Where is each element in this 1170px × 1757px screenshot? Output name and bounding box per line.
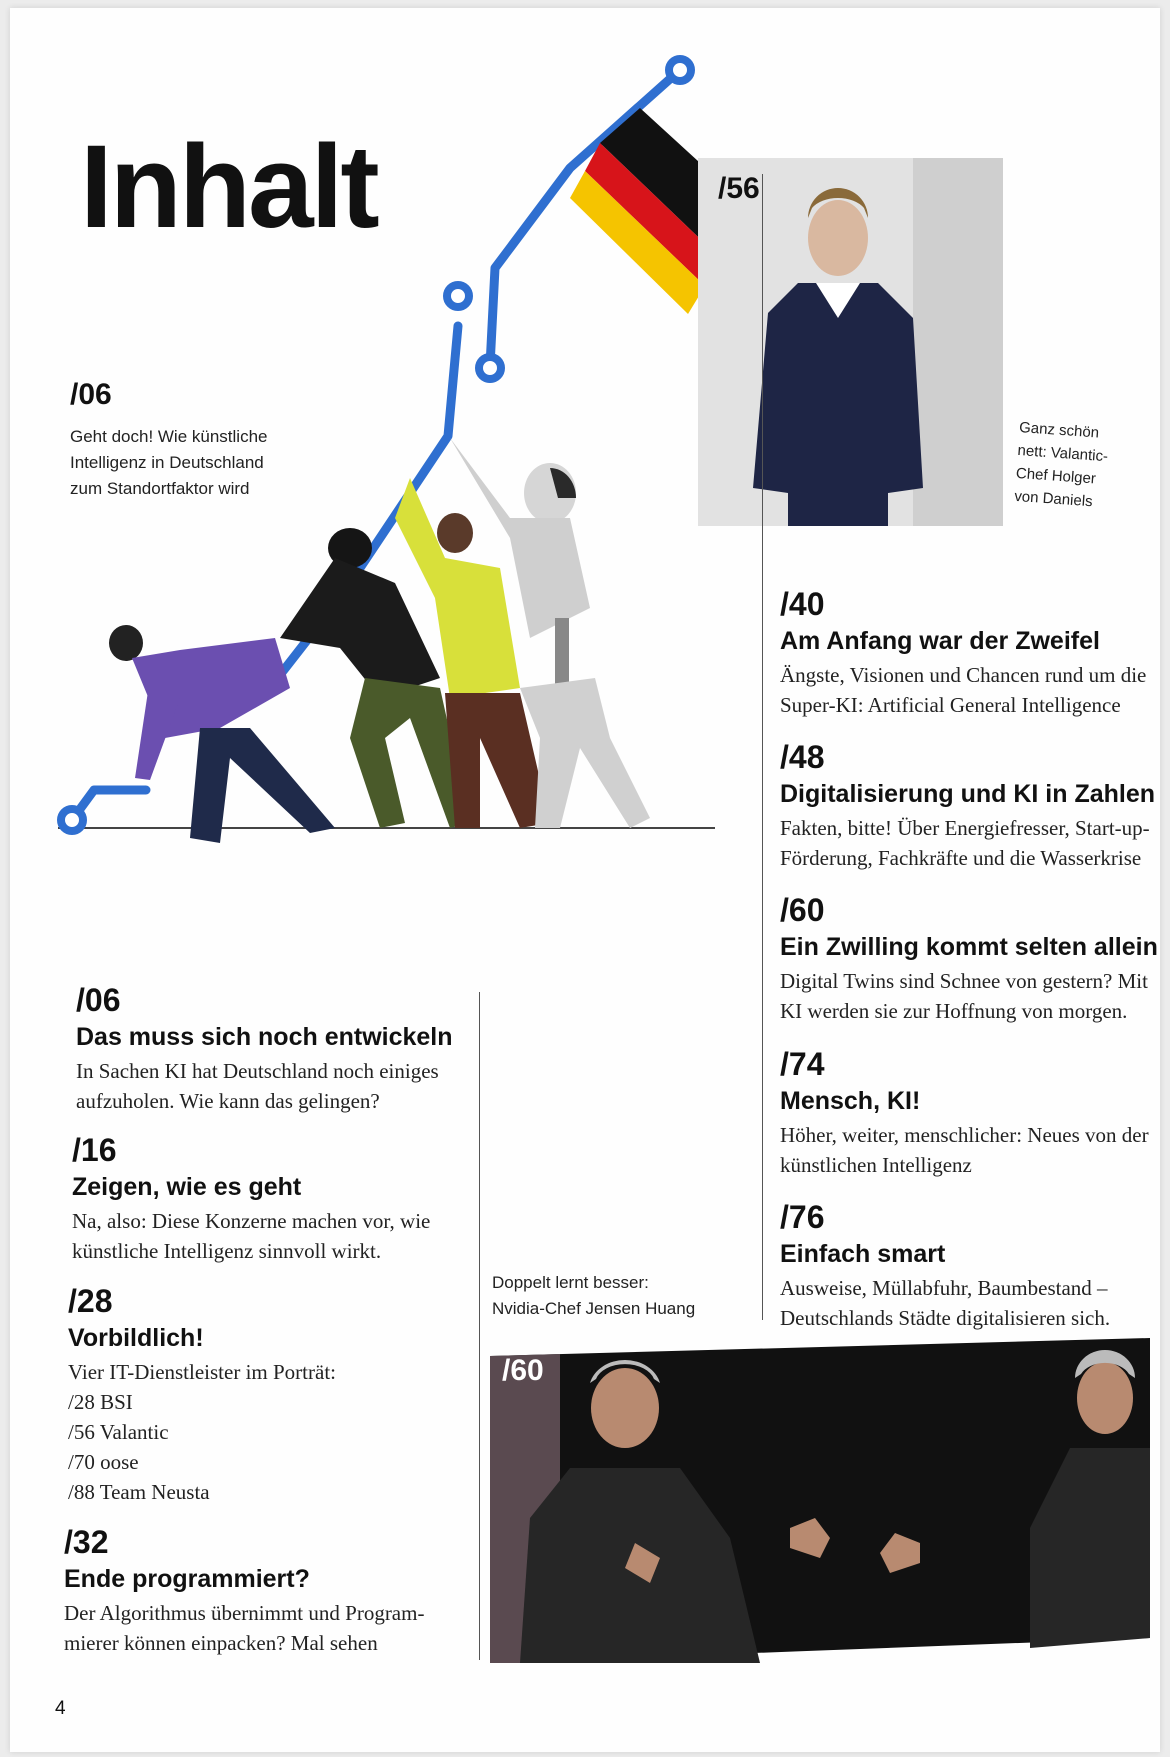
page-number: 4	[55, 1698, 66, 1719]
caption-line: Nvidia-Chef Jensen Huang	[492, 1299, 696, 1318]
toc-entry[interactable]	[780, 588, 1160, 720]
entry-headline: Ein Zwilling kommt selten allein	[780, 933, 1158, 961]
toc-entry[interactable]	[780, 741, 1160, 873]
entry-page-number: /74	[780, 1046, 825, 1082]
entry-page-number: /40	[780, 586, 825, 622]
entry-text-line: Höher, weiter, menschlicher: Neues von der	[780, 1123, 1149, 1147]
entry-text-line: Super-KI: Artificial General Intelligence	[780, 693, 1121, 717]
entry-headline: Am Anfang war der Zweifel	[780, 627, 1100, 655]
entry-headline: Vorbildlich!	[68, 1324, 204, 1352]
entry-page-number: /06	[76, 982, 121, 1018]
caption-line: Chef Holger	[1015, 464, 1097, 488]
entry-page-number: /48	[780, 739, 825, 775]
entry-text-line: aufzuholen. Wie kann das gelingen?	[76, 1089, 380, 1113]
entry-text-line: /56 Valantic	[68, 1420, 169, 1444]
magazine-page	[10, 8, 1160, 1752]
entry-page-number: /60	[780, 892, 825, 928]
page-title: Inhalt	[80, 121, 377, 253]
entry-text-line: Digital Twins sind Schnee von gestern? Mit	[780, 969, 1148, 993]
entry-text-line: künstliche Intelligenz sinnvoll wirkt.	[72, 1239, 382, 1263]
person-purple-illustration	[109, 625, 335, 843]
toc-entry[interactable]	[780, 1201, 1160, 1333]
left-column-rule	[479, 992, 480, 1660]
hero-text-line: Geht doch! Wie künstliche	[70, 427, 268, 446]
photo-top-page-number: /56	[718, 172, 760, 205]
caption-line: von Daniels	[1013, 487, 1094, 511]
right-column-rule	[762, 174, 763, 1320]
valantic-ceo-photo-image	[698, 158, 1003, 526]
photo-bottom-caption	[492, 1270, 752, 1322]
entry-text-line: künstlichen Intelligenz	[780, 1153, 972, 1177]
entry-page-number: /32	[64, 1524, 109, 1560]
entry-text-line: Fakten, bitte! Über Energiefresser, Start-up-	[780, 816, 1150, 840]
toc-entry[interactable]	[68, 1285, 468, 1507]
toc-entry[interactable]	[64, 1526, 474, 1658]
entry-text-line: Ausweise, Müllabfuhr, Baumbestand –	[780, 1276, 1108, 1300]
entry-headline: Digitalisierung und KI in Zahlen	[780, 780, 1156, 808]
entry-text-line: Ängste, Visionen und Chancen rund um die	[780, 663, 1147, 687]
entry-text-line: In Sachen KI hat Deutschland noch einiges	[76, 1059, 439, 1083]
toc-entry[interactable]	[72, 1134, 472, 1266]
hero-text-line: Intelligenz in Deutschland	[70, 453, 264, 472]
valantic-ceo-photo	[698, 158, 1003, 526]
entry-text-line: mierer können einpacken? Mal sehen	[64, 1631, 378, 1655]
entry-text-line: KI werden sie zur Hoffnung von morgen.	[780, 999, 1128, 1023]
hero-illustration	[50, 38, 750, 848]
entry-text-line: Deutschlands Städte digitalisieren sich.	[780, 1306, 1111, 1330]
caption-line: nett: Valantic-	[1017, 441, 1109, 466]
hero-text-line: zum Standortfaktor wird	[70, 479, 250, 498]
entry-text-line: Vier IT-Dienstleister im Porträt:	[68, 1360, 336, 1384]
entry-headline: Mensch, KI!	[780, 1087, 921, 1115]
caption-line: Ganz schön	[1018, 418, 1100, 442]
entry-headline: Das muss sich noch entwickeln	[76, 1023, 453, 1051]
caption-line: Doppelt lernt besser:	[492, 1273, 649, 1292]
toc-entry[interactable]	[780, 1048, 1160, 1180]
photo-bottom-page-number: /60	[502, 1354, 544, 1387]
entry-page-number: /76	[780, 1199, 825, 1235]
toc-entry[interactable]	[76, 984, 476, 1116]
entry-headline: Zeigen, wie es geht	[72, 1173, 302, 1201]
entry-text-line: /70 oose	[68, 1450, 139, 1474]
entry-text-line: Der Algorithmus übernimmt und Program-	[64, 1601, 425, 1625]
entry-text-line: Na, also: Diese Konzerne machen vor, wie	[72, 1209, 431, 1233]
entry-page-number: /28	[68, 1283, 113, 1319]
entry-headline: Einfach smart	[780, 1240, 946, 1268]
nvidia-ceo-photo	[490, 1338, 1150, 1663]
entry-text-line: /28 BSI	[68, 1390, 133, 1414]
entry-page-number: /16	[72, 1132, 117, 1168]
toc-entry[interactable]	[780, 894, 1160, 1026]
hero-page-number: /06	[70, 378, 112, 411]
entry-headline: Ende programmiert?	[64, 1565, 310, 1593]
entry-text-line: /88 Team Neusta	[68, 1480, 210, 1504]
photo-top-caption	[1014, 416, 1150, 517]
nvidia-ceo-photo-image	[490, 1338, 1150, 1663]
entry-text-line: Förderung, Fachkräfte und die Wasserkrise	[780, 846, 1142, 870]
